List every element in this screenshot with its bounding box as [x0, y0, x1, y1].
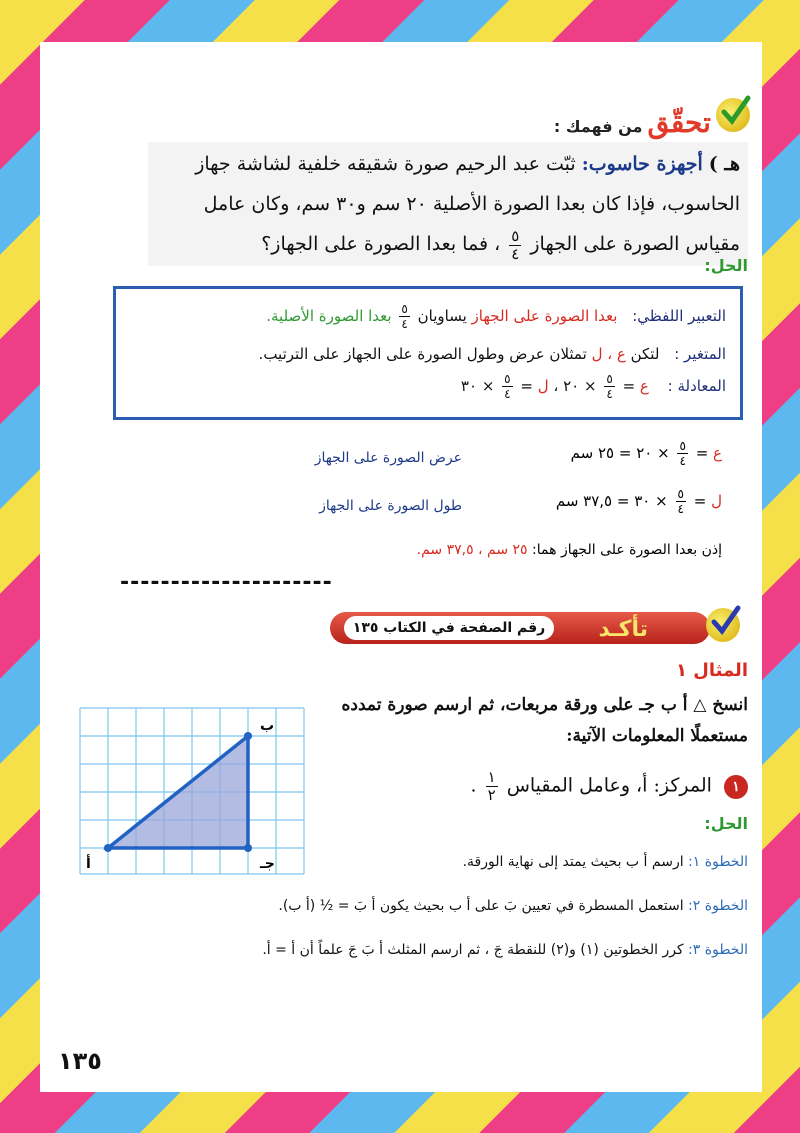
question-text-2: الحاسوب، فإذا كان بعدا الصورة الأصلية ٢٠ سم و٣٠ سم، وكان عامل	[203, 193, 740, 215]
solution-box	[113, 286, 743, 420]
vertex-a	[104, 844, 112, 852]
solution-label-2: الحل:	[704, 814, 748, 833]
scale-fraction: $\frac{٥}{٤}$	[511, 226, 520, 263]
checkmark-icon	[716, 98, 750, 132]
question-text-3b: ، فما بعدا الصورة على الجهاز؟	[261, 233, 501, 255]
example-item: ١ المركز: أ، وعامل المقياس $\frac{١}{٢}$ .	[471, 770, 749, 803]
length-calc: ل = $\frac{٥}{٤}$ × ٣٠ = ٣٧,٥ سم	[555, 487, 722, 516]
check-heading	[550, 98, 750, 138]
step-2: الخطوة ٢: استعمل المسطرة في تعيين بَ على أ ب بحيث يكون أ بَ = ½ (أ ب).	[278, 898, 748, 914]
banner-page-ref: رقم الصفحة في الكتاب ١٣٥	[344, 616, 554, 640]
variable-row: المتغير : لتكن ع ، ل تمثلان عرض وطول الصورة على الجهاز على الترتيب.	[258, 345, 726, 363]
check-heading-title: تحقّق	[647, 106, 711, 139]
check-heading-subtitle: من فهمك :	[553, 117, 643, 136]
divider: ---------------------	[120, 570, 333, 595]
question	[148, 142, 748, 266]
question-text-1: ثبّت عبد الرحيم صورة شقيقه خلفية لشاشة جهاز	[195, 153, 576, 175]
banner-title: تأكـد	[598, 617, 648, 642]
length-tip: طول الصورة على الجهاز	[319, 498, 462, 514]
question-text-3a: مقياس الصورة على الجهاز	[530, 233, 740, 255]
example-text: انسخ △ أ ب جـ على ورقة مربعات، ثم ارسم صورة تمدده مستعملًا المعلومات الآتية:	[341, 695, 748, 746]
width-tip: عرض الصورة على الجهاز	[314, 450, 462, 466]
label-j: جـ	[260, 856, 275, 872]
solution-label: الحل:	[704, 256, 748, 275]
example-title: المثال ١	[676, 660, 748, 681]
width-calc: ع = $\frac{٥}{٤}$ × ٢٠ = ٢٥ سم	[570, 439, 722, 468]
triangle-grid-figure	[72, 704, 312, 884]
step-3: الخطوة ٣: كرر الخطوتين (١) و(٢) للنقطة جَ ، ثم ارسم المثلث أ بَ جَ علماً أن أ = أ.	[262, 942, 748, 958]
equation-row: المعادلة : ع = $\frac{٥}{٤}$ × ٢٠ ، ل = $\frac{٥}{٤}$ × ٣٠	[460, 372, 726, 401]
step-1: الخطوة ١: ارسم أ ب بحيث يمتد إلى نهاية الورقة.	[462, 854, 748, 870]
vertex-j	[244, 844, 252, 852]
conclusion: إذن بعدا الصورة على الجهاز هما: ٢٥ سم ، ٣٧,٥ سم.	[416, 542, 722, 558]
vertex-b	[244, 732, 252, 740]
page	[40, 42, 762, 1092]
item-number: ١	[724, 775, 748, 799]
label-a: أ	[86, 856, 91, 872]
verbal-row: التعبير اللفظي: بعدا الصورة على الجهاز يساويان $\frac{٥}{٤}$ بعدا الصورة الأصلية.	[266, 302, 726, 331]
page-number: ١٣٥	[58, 1047, 102, 1075]
confirm-banner	[320, 606, 740, 650]
banner-bar	[330, 612, 710, 644]
question-label: هـ )	[708, 153, 740, 175]
label-b: ب	[260, 718, 275, 734]
question-title: أجهزة حاسوب:	[581, 153, 703, 175]
checkmark-icon	[706, 608, 740, 642]
